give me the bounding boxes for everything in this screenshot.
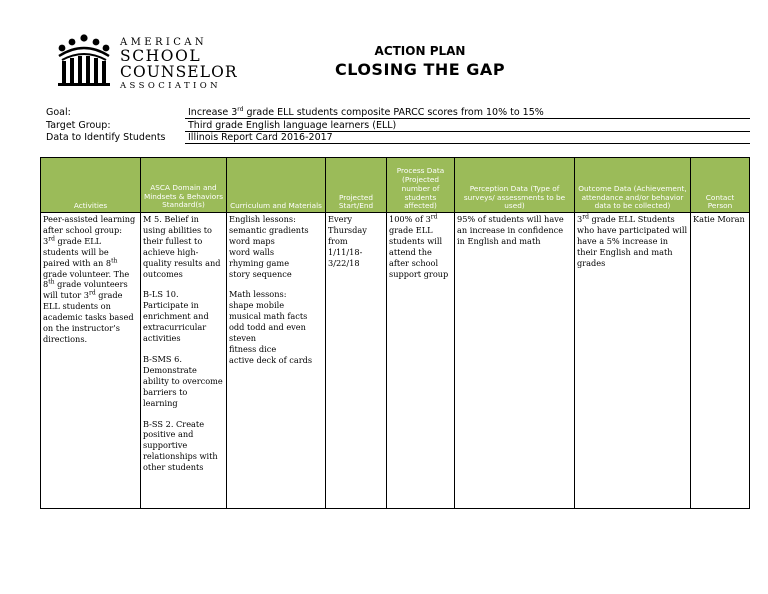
header-outcome-data: Outcome Data (Achievement, attendance and/or behavior data to be collected)	[575, 158, 691, 212]
cell-outcome-data: 3rd grade ELL Students who have participated will have a 5% increase in their English and math grades	[575, 213, 691, 508]
target-group-label: Target Group:	[46, 120, 111, 131]
header-perception-data: Perception Data (Type of surveys/ assessments to be used)	[455, 158, 575, 212]
logo-text-counselor: COUNSELOR	[120, 62, 238, 81]
header-process-data: Process Data (Projected number of students affected)	[387, 158, 455, 212]
curriculum-item: story sequence	[229, 268, 292, 279]
curriculum-item: musical math facts	[229, 311, 308, 322]
page-title-action-plan: ACTION PLAN	[374, 44, 466, 58]
curriculum-item: shape mobile	[229, 300, 285, 311]
curriculum-item: rhyming game	[229, 257, 290, 268]
cell-projected-dates: Every Thursday from 1/11/18-3/22/18	[326, 213, 387, 508]
header-curriculum: Curriculum and Materials	[227, 158, 326, 212]
action-plan-table	[40, 157, 750, 509]
goal-value: Increase 3rd grade ELL students composite PARCC scores from 10% to 15%	[188, 105, 544, 118]
curriculum-item: odd todd and even steven	[229, 322, 306, 344]
logo-text-american: AMERICAN	[120, 37, 208, 48]
goal-underline	[185, 118, 750, 119]
logo-text-school: SCHOOL	[120, 47, 202, 65]
header-activities: Activities	[41, 158, 141, 212]
cell-activities: Peer-assisted learning after school group: 3rd grade ELL students will be paired with an 8th grade volunteer. The 8th grade volunteers will tutor 3rd grade ELL students on academic tasks based on the instructor’s directions.	[41, 213, 141, 508]
standard-item: M 5. Belief in using abilities to their fullest to achieve high-quality results and outcomes	[143, 214, 221, 279]
asca-people-icon	[56, 30, 118, 90]
data-identify-underline	[185, 143, 750, 144]
standard-item: B-SS 2. Create positive and supportive relationships with other students	[143, 418, 218, 473]
asca-logo	[56, 30, 238, 92]
page-title-closing-the-gap: CLOSING THE GAP	[334, 60, 506, 79]
header-contact-person: Contact Person	[691, 158, 749, 212]
cell-process-data: 100% of 3rd grade ELL students will attend the after school support group	[387, 213, 455, 508]
cell-contact-person: Katie Moran	[693, 214, 745, 224]
goal-label: Goal:	[46, 107, 71, 118]
curriculum-item: semantic gradients	[229, 224, 309, 235]
curriculum-item: fitness dice	[229, 343, 277, 354]
math-lessons-title: Math lessons:	[229, 289, 287, 300]
standard-item: B-SMS 6. Demonstrate ability to overcome barriers to learning	[143, 353, 223, 408]
cell-curriculum	[227, 213, 326, 508]
curriculum-item: word maps	[229, 235, 275, 246]
cell-standards	[141, 213, 227, 508]
header-projected-dates: Projected Start/End	[326, 158, 387, 212]
data-identify-value: Illinois Report Card 2016-2017	[188, 132, 333, 143]
curriculum-item: word walls	[229, 246, 275, 257]
data-identify-label: Data to Identify Students	[46, 132, 166, 143]
curriculum-item: active deck of cards	[229, 354, 313, 365]
logo-text-association: ASSOCIATION	[120, 81, 221, 91]
header-asca-standards: ASCA Domain and Mindsets & Behaviors Standard(s)	[141, 158, 227, 212]
cell-perception-data: 95% of students will have an increase in confidence in English and math	[455, 213, 575, 508]
standard-item: B-LS 10. Participate in enrichment and extracurricular activities	[143, 289, 209, 344]
english-lessons-title: English lessons:	[229, 214, 296, 224]
target-group-value: Third grade English language learners (ELL)	[188, 120, 397, 131]
